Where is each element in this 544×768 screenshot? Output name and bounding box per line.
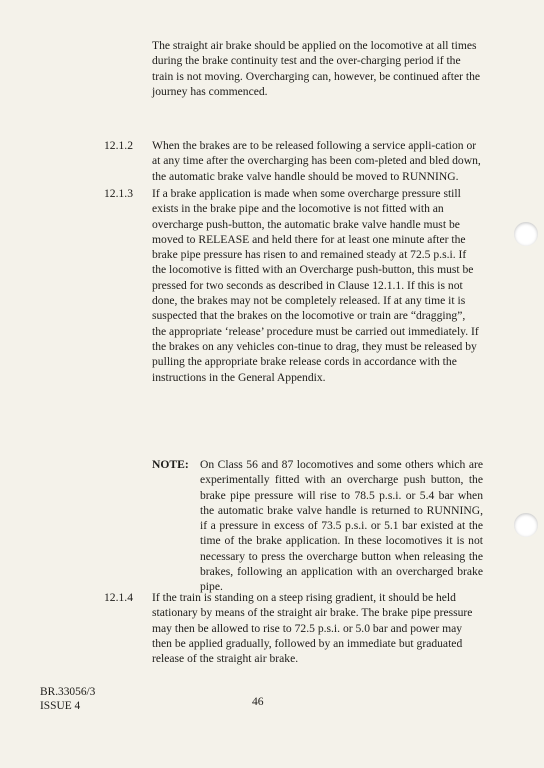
note-label: NOTE:	[152, 458, 189, 471]
clause-text: If a brake application is made when some overcharge pressure still exists in the brake pipe and the locomotive is not fitted with an overcharge push-button, the automatic brake valve handle must be moved to RELEASE and held there for at least one minute after the brake pipe pressure has risen to and remained steady at 72.5 p.s.i. If the locomotive is fitted with an Overcharge push-button, this must be pressed for two seconds as described in Clause 12.1.1. If this is not done, the brakes may not be completely released. If at any time it is suspected that the brakes on the locomotive or train are “dragging”, the appropriate ‘release’ procedure must be carried out immediately. If the brakes on any vehicles con-tinue to drag, they must be released by pulling the appropriate brake release cords in accordance with the instructions in the General Appendix.	[152, 187, 479, 384]
clause-number: 12.1.4	[104, 591, 133, 604]
document-reference: BR.33056/3	[40, 686, 96, 698]
clause-number: 12.1.2	[104, 139, 133, 152]
document-footer	[40, 685, 95, 713]
clause-number: 12.1.3	[104, 187, 133, 200]
clause-text: If the train is standing on a steep rising gradient, it should be held stationary by means of the straight air brake. The brake pipe pressure may then be allowed to rise to 72.5 p.s.i. or 5.0 bar and power may then be applied gradually, followed by an immediate but graduated release of the straight air brake.	[152, 591, 473, 666]
punch-hole	[514, 513, 538, 537]
issue-number: ISSUE 4	[40, 700, 81, 712]
page-number: 46	[252, 695, 264, 708]
punch-hole	[514, 222, 538, 246]
intro-paragraph: The straight air brake should be applied on the locomotive at all times during the brake continuity test and the over-charging period if the train is not moving. Overcharging can, however, be continued after the journey has commenced.	[152, 39, 481, 98]
clause-text: When the brakes are to be released following a service appli-cation or at any time after the overcharging has been com-pleted and bled down, the automatic brake valve handle should be moved to RUNNING.	[152, 139, 481, 183]
note-text: On Class 56 and 87 locomotives and some others which are experimentally fitted with an overcharge push button, the brake pipe pressure will rise to 78.5 p.s.i. or 5.4 bar when the automatic brake valve handle is returned to RUNNING, if a pressure in excess of 73.5 p.s.i. or 5.1 bar existed at the time of the brake application. In these locomotives it is not necessary to press the overcharge button when releasing the brakes, following an application with an overcharged brake pipe.	[200, 458, 483, 594]
